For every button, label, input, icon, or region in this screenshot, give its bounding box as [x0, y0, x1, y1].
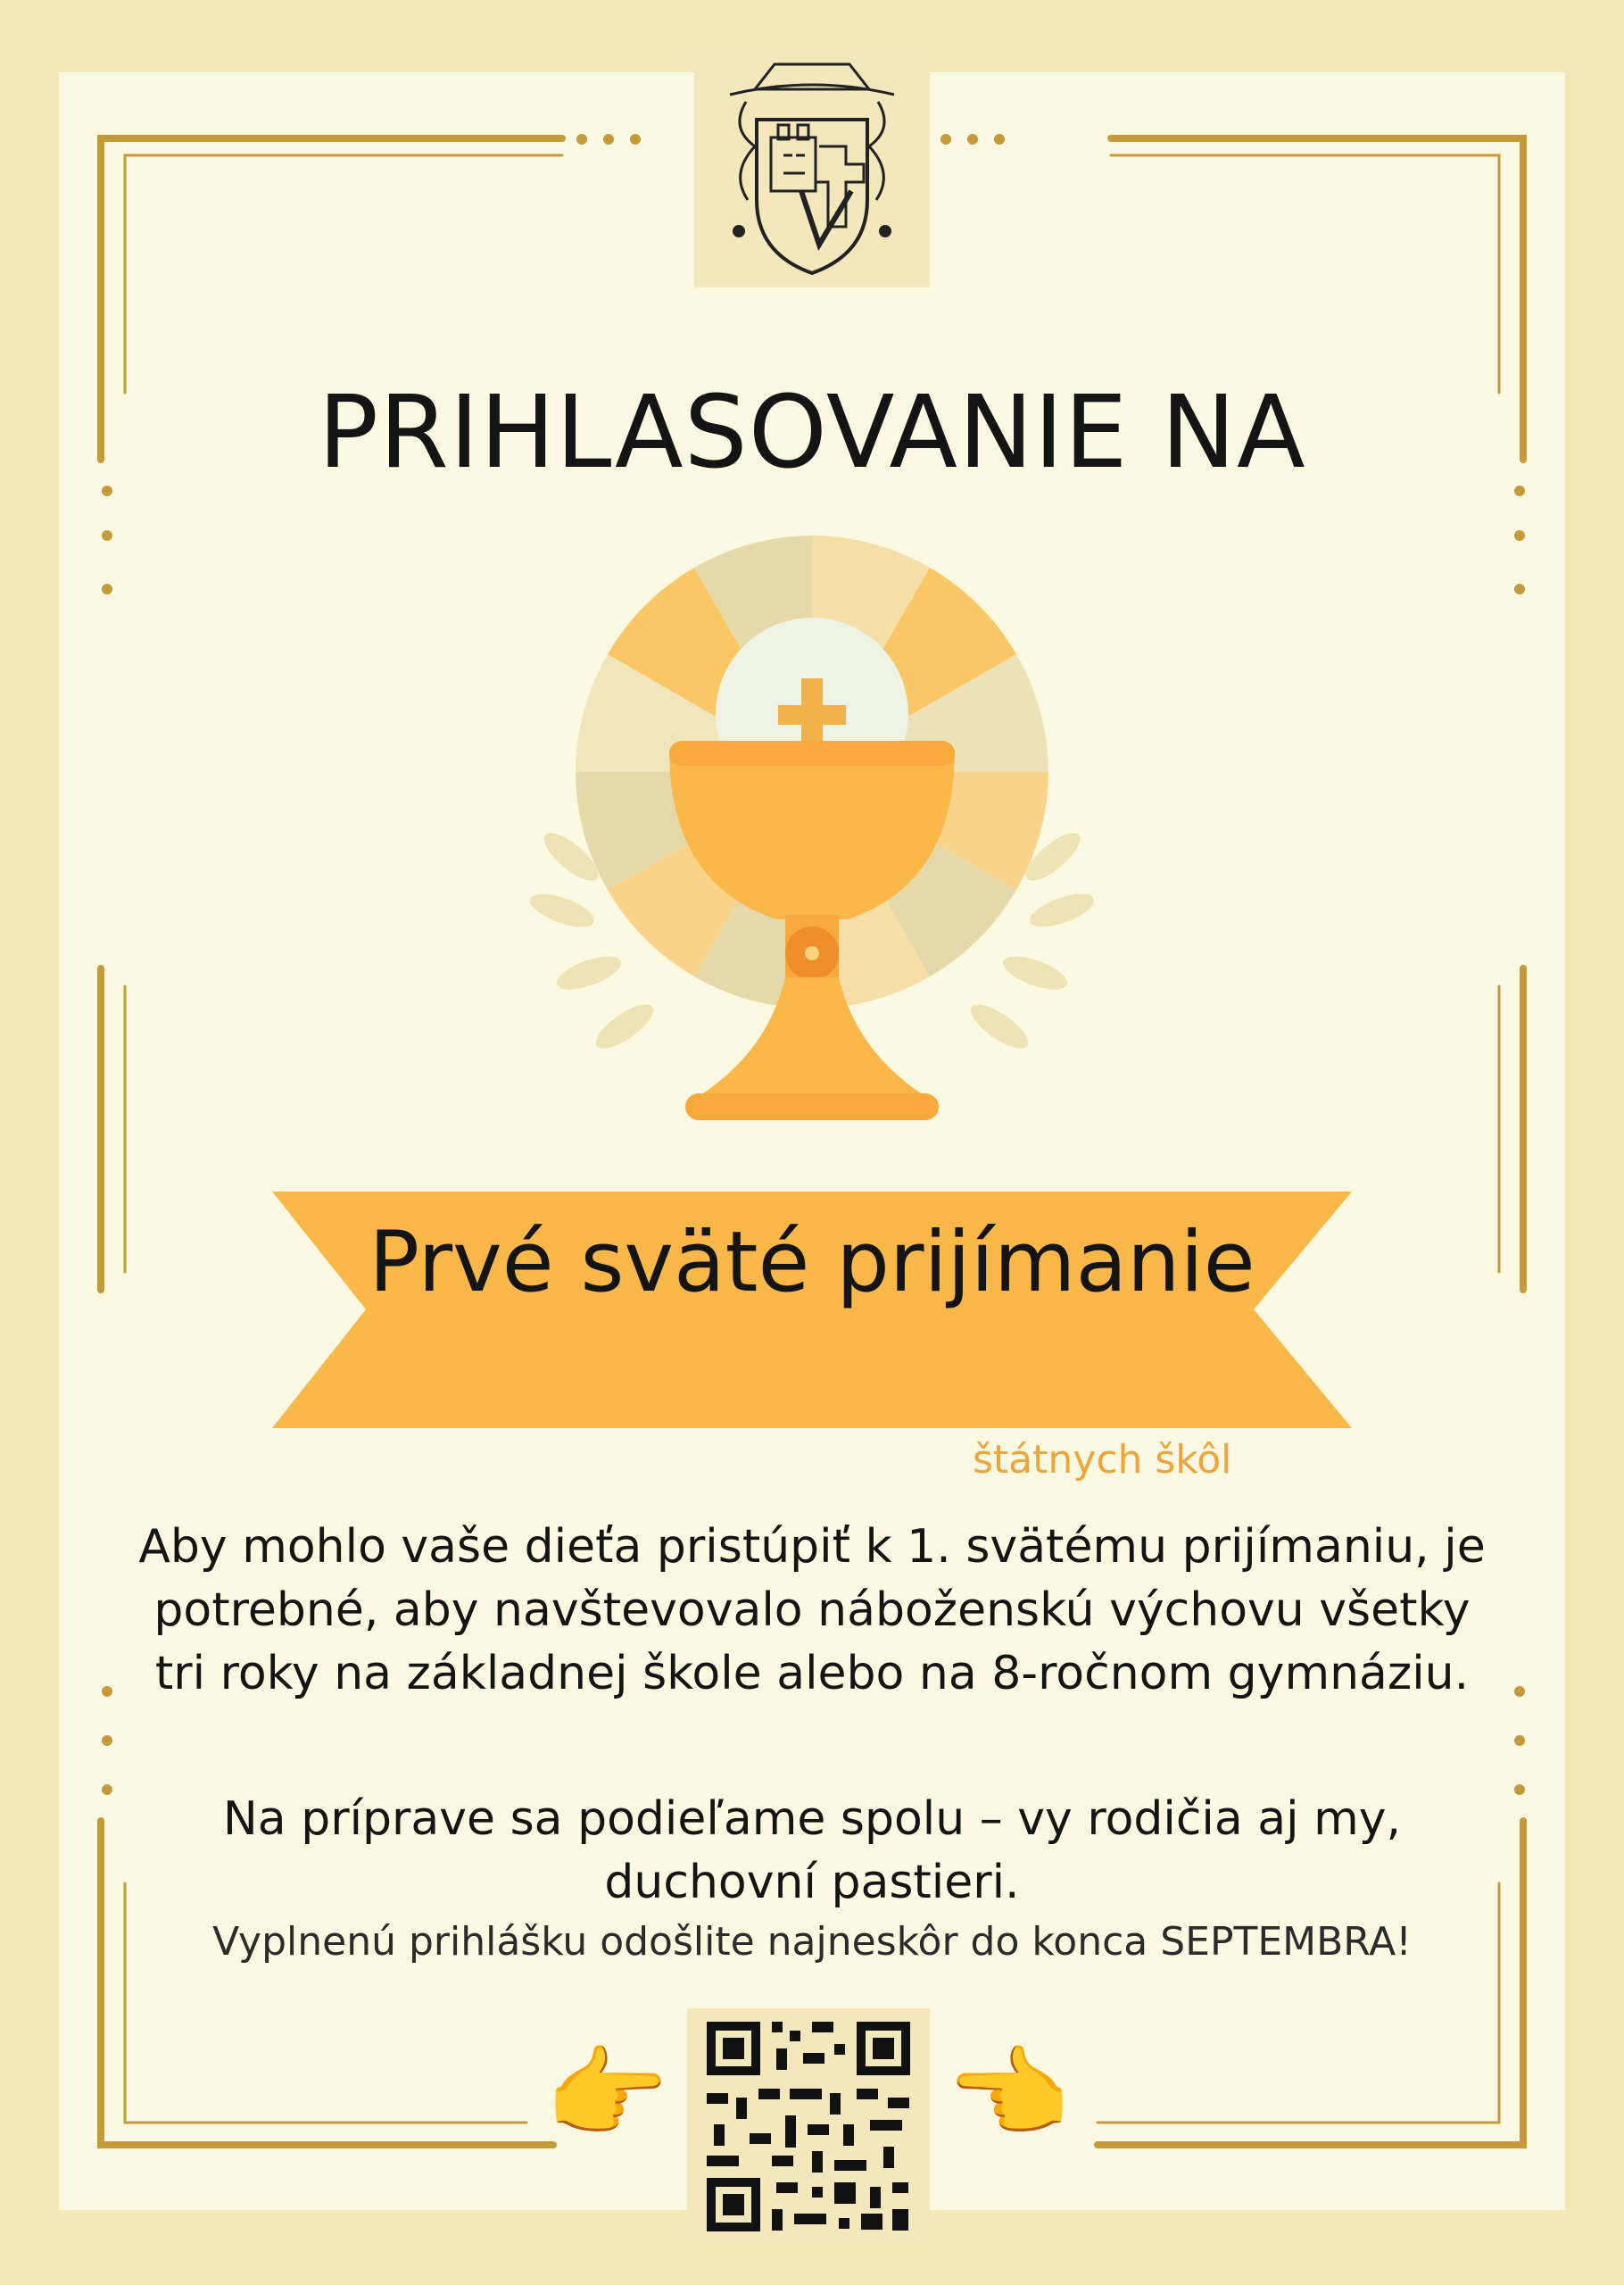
deadline-notice: Vyplnenú prihlášku odošlite najneskôr do konca SEPTEMBRA!	[212, 1919, 1412, 1965]
ribbon-title: Prvé sväté prijímanie	[369, 1214, 1255, 1311]
qr-panel[interactable]	[687, 2008, 930, 2245]
pointing-right-hand-icon: 👉	[544, 2036, 669, 2152]
qr-code-icon[interactable]	[687, 2008, 930, 2245]
body-paragraph-1: Aby mohlo vaše dieťa pristúpiť k 1. svätému prijímaniu, je potrebné, aby navštevovalo náboženskú výchovu všetky tri roky na základnej škole alebo na 8-ročnom gymnáziu.	[138, 1520, 1486, 1700]
ribbon-subtitle: štátnych škôl	[973, 1437, 1232, 1483]
body-paragraph-2: Na príprave sa podieľame spolu – vy rodičia aj my, duchovní pastieri.	[222, 1792, 1402, 1909]
poster-title: PRIHLASOVANIE NA	[318, 375, 1306, 491]
pointing-left-hand-icon: 👈	[946, 2036, 1071, 2152]
